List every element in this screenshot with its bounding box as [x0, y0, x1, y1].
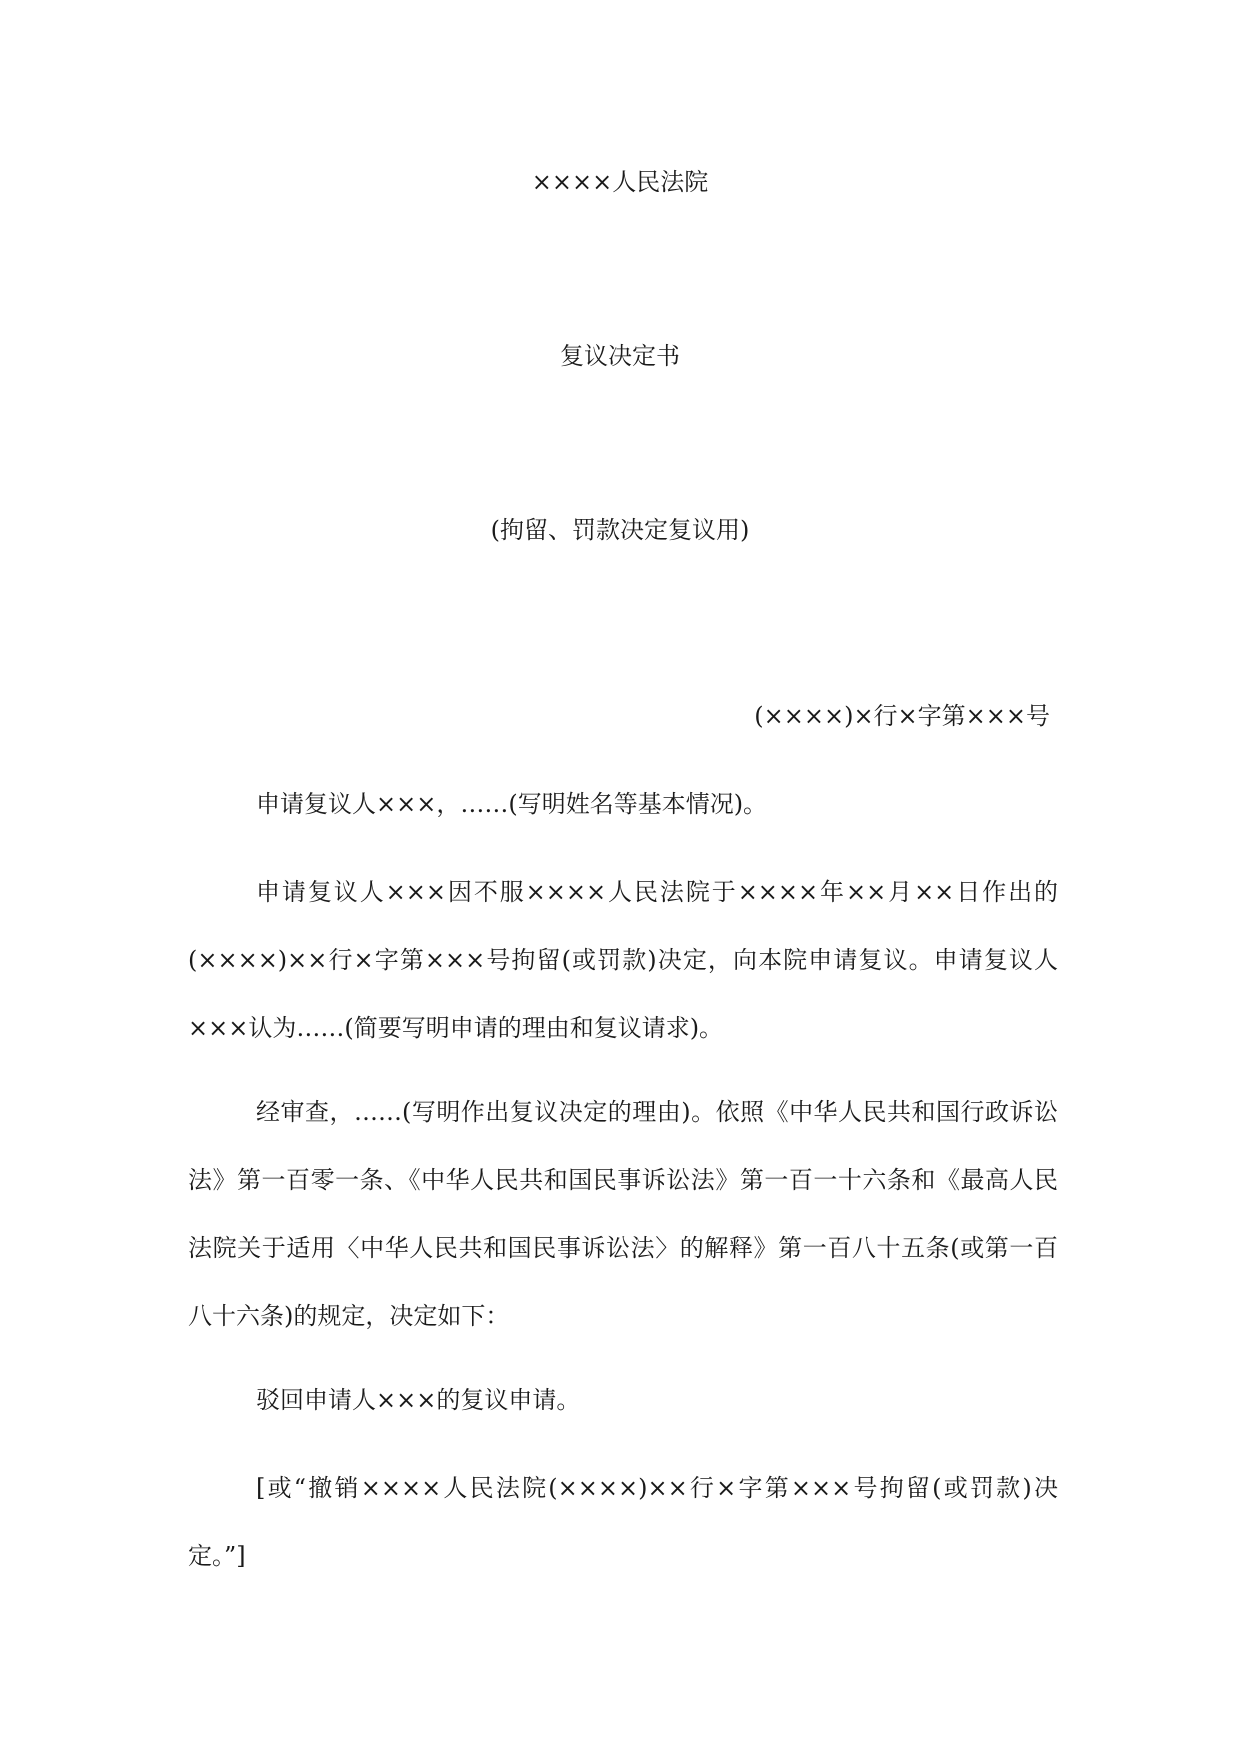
document-subtitle: (拘留、罚款决定复议用): [490, 516, 750, 544]
document-title: 复议决定书: [560, 342, 680, 370]
paragraph-applicant-info: 申请复议人×××，……(写明姓名等基本情况)。: [256, 790, 768, 818]
paragraph-alternative-decision: [或“撤销××××人民法院(××××)××行×字第×××号拘留(或罚款)决定。”]: [188, 1474, 1058, 1570]
case-number: (××××)×行×字第×××号: [754, 702, 1050, 730]
court-name: ××××人民法院: [531, 168, 709, 196]
paragraph-application-facts: 申请复议人×××因不服××××人民法院于××××年××月××日作出的(××××)××行×字第×××号拘留(或罚款)决定，向本院申请复议。申请复议人×××认为……(简要写明申请的理由和复议请求)。: [188, 878, 1058, 1042]
paragraph-decision: 驳回申请人×××的复议申请。: [256, 1386, 581, 1414]
paragraph-review-reasons: 经审查，……(写明作出复议决定的理由)。依照《中华人民共和国行政诉讼法》第一百零一条、《中华人民共和国民事诉讼法》第一百一十六条和《最高人民法院关于适用〈中华人民共和国民事诉讼法〉的解释》第一百八十五条(或第一百八十六条)的规定，决定如下：: [188, 1098, 1058, 1330]
